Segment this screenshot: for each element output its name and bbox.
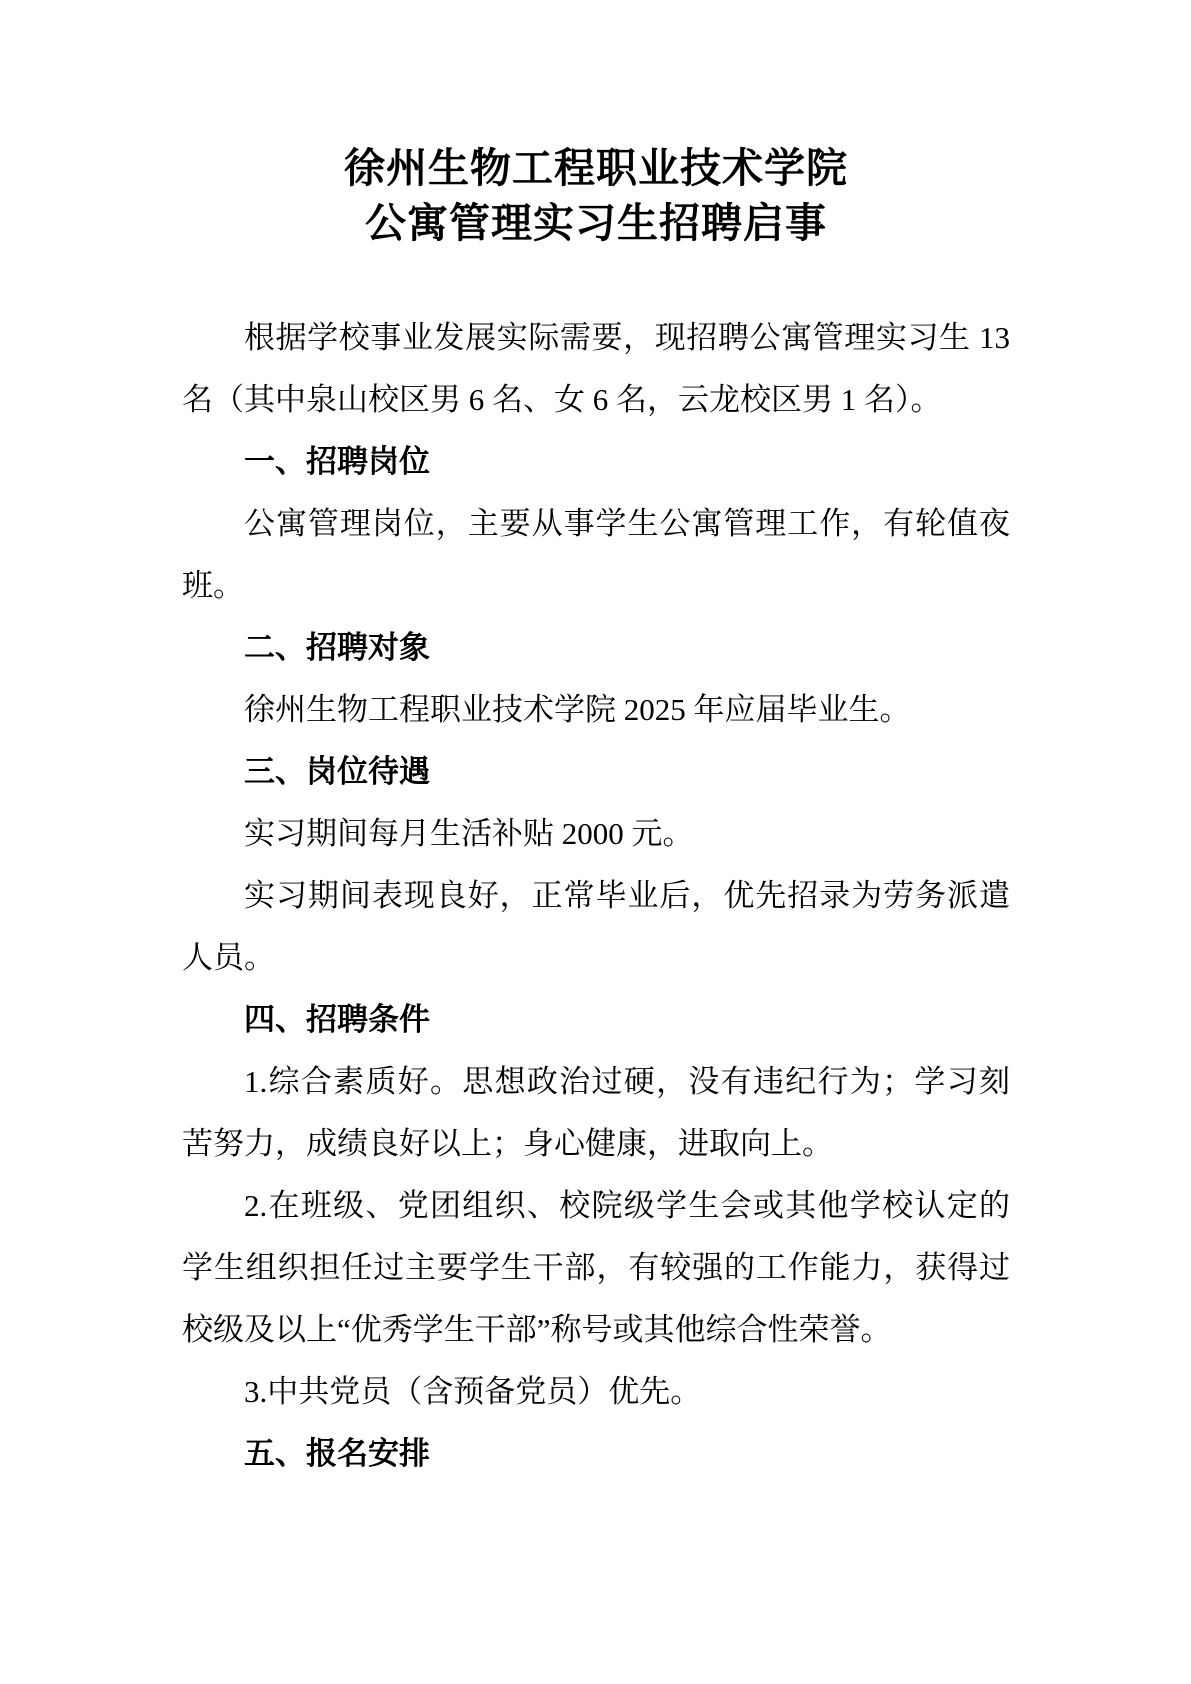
section-heading: 五、报名安排 [244, 1436, 430, 1471]
section-paragraph: 徐州生物工程职业技术学院 2025 年应届毕业生。 [244, 692, 911, 727]
document-title [182, 141, 1010, 251]
document-sections [182, 431, 1010, 1485]
section-paragraph: 实习期间表现良好，正常毕业后，优先招录为劳务派遣人员。 [182, 878, 1010, 975]
section-heading: 四、招聘条件 [244, 1002, 430, 1037]
document-body [182, 307, 1010, 1485]
section-heading: 三、岗位待遇 [244, 754, 430, 789]
section-paragraph: 3.中共党员（含预备党员）优先。 [244, 1374, 702, 1409]
section-paragraph: 公寓管理岗位，主要从事学生公寓管理工作，有轮值夜班。 [182, 506, 1010, 603]
document-title-line1: 徐州生物工程职业技术学院 [344, 145, 848, 191]
section-heading: 一、招聘岗位 [244, 444, 430, 479]
section-paragraph: 1.综合素质好。思想政治过硬，没有违纪行为；学习刻苦努力，成绩良好以上；身心健康，进取向上。 [182, 1064, 1010, 1161]
document-title-line2: 公寓管理实习生招聘启事 [365, 200, 827, 246]
section-heading: 二、招聘对象 [244, 630, 430, 665]
section-paragraph: 2.在班级、党团组织、校院级学生会或其他学校认定的学生组织担任过主要学生干部，有较强的工作能力，获得过校级及以上“优秀学生干部”称号或其他综合性荣誉。 [182, 1188, 1010, 1347]
intro-paragraph: 根据学校事业发展实际需要，现招聘公寓管理实习生 13 名（其中泉山校区男 6 名、女 6 名，云龙校区男 1 名）。 [182, 320, 1010, 417]
section-paragraph: 实习期间每月生活补贴 2000 元。 [244, 816, 694, 851]
